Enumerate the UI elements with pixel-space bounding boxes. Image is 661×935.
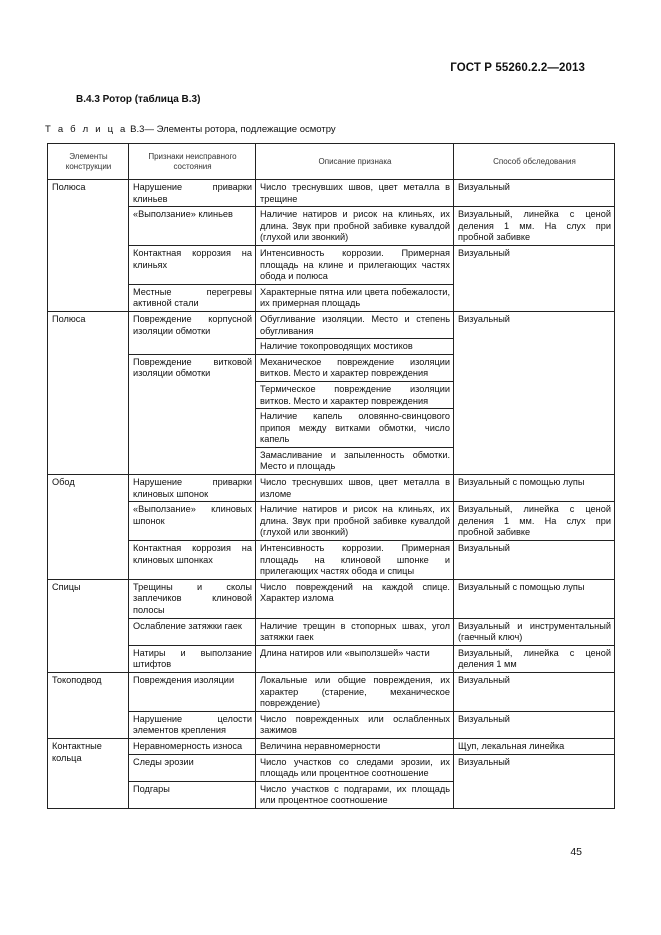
cell-sign: Следы эрозии — [129, 754, 256, 781]
cell-element: Токоподвод — [48, 672, 129, 738]
table-row — [48, 645, 615, 672]
cell-method: Визуальный с помощью лупы — [454, 475, 615, 502]
col-header-description: Описание признака — [256, 144, 454, 180]
cell-description: Наличие натиров и рисок на клиньях, их длина. Звук при пробной забивке кувалдой (глухой или звонкий) — [256, 502, 454, 541]
col-header-method: Способ обследования — [454, 144, 615, 180]
cell-sign: Нарушение приварки клиньев — [129, 180, 256, 207]
cell-method: Визуальный, линейка с ценой деления 1 мм. На слух при пробной забивке — [454, 207, 615, 246]
cell-description: Число повреждений на каждой спице. Характер излома — [256, 579, 454, 618]
cell-description: Наличие натиров и рисок на клиньях, их длина. Звук при пробной забивке кувалдой (глухой или звонкий) — [256, 207, 454, 246]
cell-method: Визуальный — [454, 754, 615, 808]
cell-description: Число участков со следами эрозии, их площадь или процентное соотношение — [256, 754, 454, 781]
cell-method: Визуальный — [454, 711, 615, 738]
cell-description: Величина неравномерности — [256, 738, 454, 754]
cell-description: Наличие трещин в стопорных швах, угол затяжки гаек — [256, 618, 454, 645]
cell-description: Наличие токопроводящих мостиков — [256, 339, 454, 355]
table-row — [48, 180, 615, 207]
cell-description: Число треснувших швов, цвет металла в изломе — [256, 475, 454, 502]
cell-method: Визуальный с помощью лупы — [454, 579, 615, 618]
cell-sign: «Выползание» клиньев — [129, 207, 256, 246]
cell-description: Число треснувших швов, цвет металла в трещине — [256, 180, 454, 207]
cell-method: Визуальный — [454, 311, 615, 474]
cell-description: Число участков с подгарами, их площадь или процентное соотношение — [256, 781, 454, 808]
col-header-elements: Элементы конструкции — [48, 144, 129, 180]
cell-sign: Повреждение корпусной изоляции обмотки — [129, 311, 256, 354]
section-title: В.4.3 Ротор (таблица В.3) — [76, 94, 201, 105]
table-caption — [45, 124, 336, 135]
table-row — [48, 579, 615, 618]
table-row — [48, 754, 615, 781]
cell-method: Визуальный — [454, 672, 615, 711]
cell-description: Характерные пятна или цвета побежалости, их примерная площадь — [256, 284, 454, 311]
cell-description: Механическое повреждение изоляции витков. Место и характер повреждения — [256, 354, 454, 381]
cell-description: Интенсивность коррозии. Примерная площадь на клине и прилегающих частях обода и полюса — [256, 245, 454, 284]
table-row — [48, 502, 615, 541]
cell-sign: Контактная коррозия на клиновых шпонках — [129, 541, 256, 580]
cell-element: Полюса — [48, 311, 129, 474]
table-caption-label: Т а б л и ц а — [45, 124, 128, 135]
cell-sign: Натиры и выползание штифтов — [129, 645, 256, 672]
cell-method: Визуальный — [454, 180, 615, 207]
cell-sign: «Выползание» клиновых шпонок — [129, 502, 256, 541]
cell-element: Обод — [48, 475, 129, 580]
col-header-signs: Признаки неисправного состояния — [129, 144, 256, 180]
cell-element: Полюса — [48, 180, 129, 312]
cell-description: Интенсивность коррозии. Примерная площадь на клиновой шпонке и прилегающих частях обода и спицы — [256, 541, 454, 580]
cell-sign: Нарушение целости элементов крепления — [129, 711, 256, 738]
table-row — [48, 711, 615, 738]
cell-description: Термическое повреждение изоляции витков. Место и характер повреждения — [256, 381, 454, 408]
table-row — [48, 207, 615, 246]
cell-sign: Подгары — [129, 781, 256, 808]
cell-sign: Повреждение витковой изоляции обмотки — [129, 354, 256, 474]
cell-description: Обугливание изоляции. Место и степень обугливания — [256, 311, 454, 338]
cell-element: Контактные кольца — [48, 738, 129, 808]
cell-sign: Трещины и сколы заплечиков клиновой полосы — [129, 579, 256, 618]
cell-method: Визуальный, линейка с ценой деления 1 мм — [454, 645, 615, 672]
cell-sign: Повреждения изоляции — [129, 672, 256, 711]
table-row — [48, 245, 615, 284]
table-row — [48, 475, 615, 502]
cell-sign: Ослабление затяжки гаек — [129, 618, 256, 645]
page-number: 45 — [570, 846, 582, 858]
table-row — [48, 618, 615, 645]
cell-method: Визуальный и инструментальный (гаечный ключ) — [454, 618, 615, 645]
cell-description: Замасливание и запыленность обмотки. Место и площадь — [256, 447, 454, 474]
rotor-elements-table — [47, 143, 615, 809]
cell-sign: Нарушение приварки клиновых шпонок — [129, 475, 256, 502]
cell-sign: Контактная коррозия на клиньях — [129, 245, 256, 284]
cell-description: Наличие капель оловянно-свинцового припоя между витками обмотки, число капель — [256, 409, 454, 448]
cell-element: Спицы — [48, 579, 129, 672]
cell-description: Длина натиров или «выползшей» части — [256, 645, 454, 672]
cell-sign: Неравномерность износа — [129, 738, 256, 754]
table-caption-text: В.3— Элементы ротора, подлежащие осмотру — [127, 124, 336, 135]
cell-description: Число поврежденных или ослабленных зажимов — [256, 711, 454, 738]
cell-method: Щуп, лекальная линейка — [454, 738, 615, 754]
cell-method: Визуальный, линейка с ценой деления 1 мм. На слух при пробной забивке — [454, 502, 615, 541]
cell-sign: Местные перегревы активной стали — [129, 284, 256, 311]
cell-method: Визуальный — [454, 245, 615, 311]
table-header-row — [48, 144, 615, 180]
table-row — [48, 738, 615, 754]
cell-method: Визуальный — [454, 541, 615, 580]
cell-description: Локальные или общие повреждения, их характер (старение, механическое повреждение) — [256, 672, 454, 711]
table-row — [48, 541, 615, 580]
table-row — [48, 672, 615, 711]
standard-number: ГОСТ Р 55260.2.2—2013 — [450, 62, 585, 74]
table-row — [48, 311, 615, 338]
